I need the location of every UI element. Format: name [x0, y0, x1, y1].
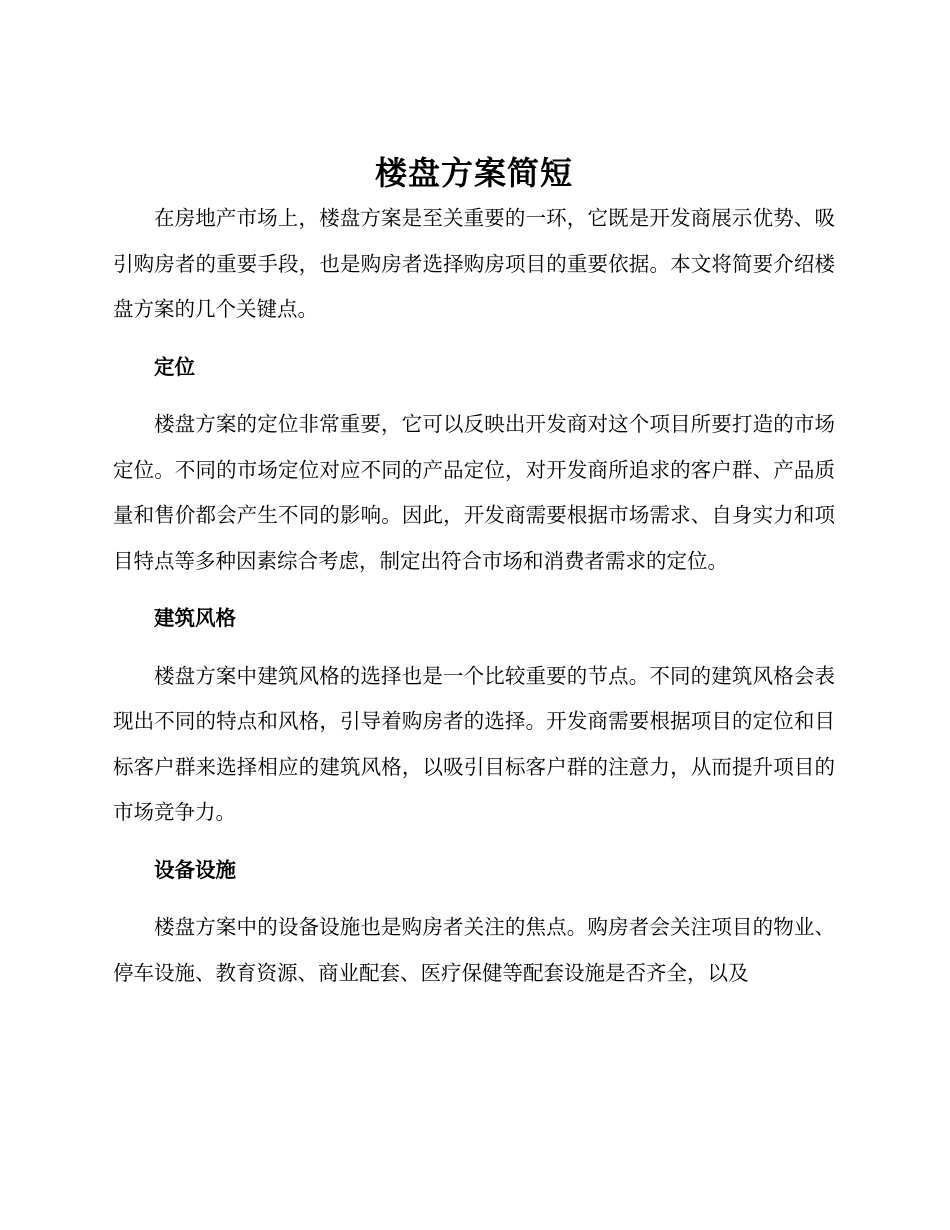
section-body-architecture-style: 楼盘方案中建筑风格的选择也是一个比较重要的节点。不同的建筑风格会表现出不同的特点和风格，引导着购房者的选择。开发商需要根据项目的定位和目标客户群来选择相应的建筑风格，以吸引目标客户群的注意力，从而提升项目的市场竞争力。 — [113, 663, 835, 824]
section-heading-architecture-style: 建筑风格 — [154, 606, 236, 630]
spacer — [113, 836, 835, 848]
spacer — [113, 333, 835, 345]
section-body-facilities: 楼盘方案中的设备设施也是购房者关注的焦点。购房者会关注项目的物业、停车设施、教育资源、商业配套、医疗保健等配套设施是否齐全，以及 — [113, 915, 835, 985]
spacer — [113, 893, 835, 905]
spacer — [113, 390, 835, 402]
section-body-positioning: 楼盘方案的定位非常重要，它可以反映出开发商对这个项目所要打造的市场定位。不同的市场定位对应不同的产品定位，对开发商所追求的客户群、产品质量和售价都会产生不同的影响。因此，开发商需要根据市场需求、自身实力和项目特点等多种因素综合考虑，制定出符合市场和消费者需求的定位。 — [113, 412, 835, 573]
section-heading-facilities: 设备设施 — [154, 857, 236, 882]
section-heading-positioning: 定位 — [154, 354, 195, 379]
spacer — [113, 584, 835, 596]
document-title: 楼盘方案简短 — [374, 154, 573, 192]
intro-paragraph: 在房地产市场上，楼盘方案是至关重要的一环，它既是开发商展示优势、吸引购房者的重要手段，也是购房者选择购房项目的重要依据。本文将简要介绍楼盘方案的几个关键点。 — [113, 206, 835, 321]
document-page — [113, 150, 835, 996]
spacer — [113, 642, 835, 654]
